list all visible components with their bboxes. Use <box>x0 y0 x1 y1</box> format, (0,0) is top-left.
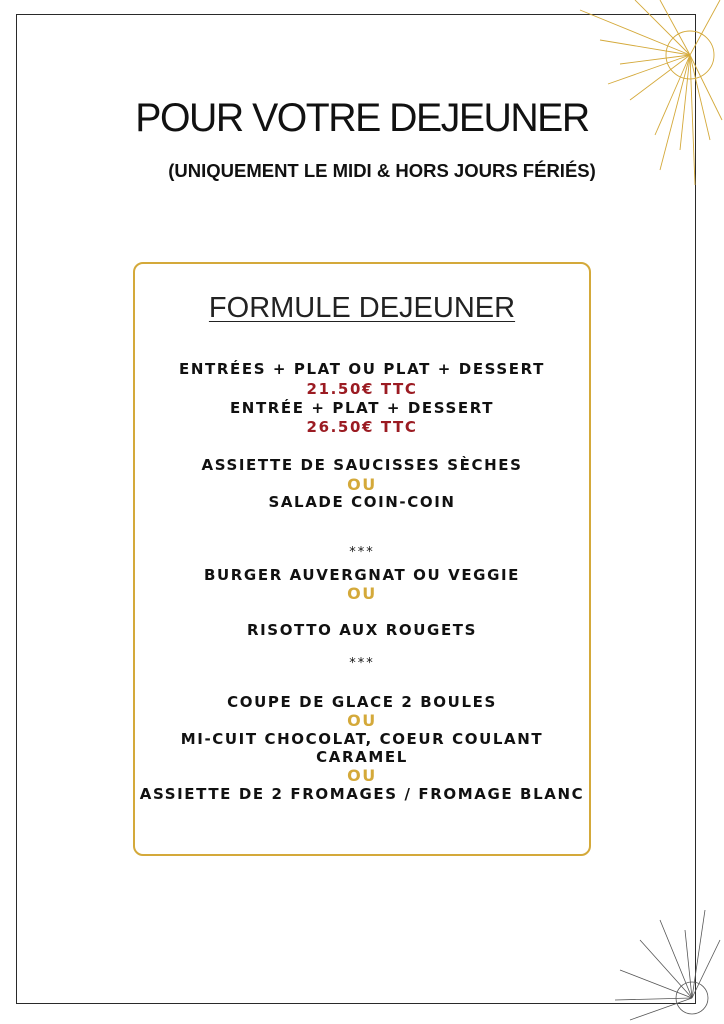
formule-price-1: 21.50€ TTC <box>306 380 418 398</box>
formule-option-2: ENTRÉE + PLAT + DESSERT <box>229 399 495 417</box>
dessert-item-1: COUPE DE GLACE 2 BOULES <box>227 693 497 711</box>
sun-decoration-bottom <box>600 900 724 1024</box>
formule-title: FORMULE DEJEUNER <box>208 292 516 324</box>
entree-ou-1: OU <box>347 475 377 494</box>
plat-item-1: BURGER AUVERGNAT OU VEGGIE <box>203 566 521 584</box>
separator-2: *** <box>349 656 375 671</box>
page-subtitle: (UNIQUEMENT LE MIDI & HORS JOURS FÉRIÉS) <box>168 160 596 181</box>
entree-item-2: SALADE COIN-COIN <box>268 493 456 511</box>
entree-item-1: ASSIETTE DE SAUCISSES SÈCHES <box>201 456 523 474</box>
formule-option-1: ENTRÉES + PLAT OU PLAT + DESSERT <box>179 360 545 378</box>
dessert-item-3: ASSIETTE DE 2 FROMAGES / FROMAGE BLANC <box>139 785 585 803</box>
dessert-item-2-line-2: CARAMEL <box>316 748 408 766</box>
dessert-item-2-line-1: MI-CUIT CHOCOLAT, COEUR COULANT <box>180 730 544 748</box>
plat-ou-1: OU <box>347 584 377 603</box>
dessert-ou-2: OU <box>347 766 377 785</box>
separator-1: *** <box>349 545 375 560</box>
dessert-ou-1: OU <box>347 711 377 730</box>
plat-item-2: RISOTTO AUX ROUGETS <box>246 621 478 639</box>
formule-price-2: 26.50€ TTC <box>306 418 418 436</box>
page-title: POUR VOTRE DEJEUNER <box>135 96 589 140</box>
